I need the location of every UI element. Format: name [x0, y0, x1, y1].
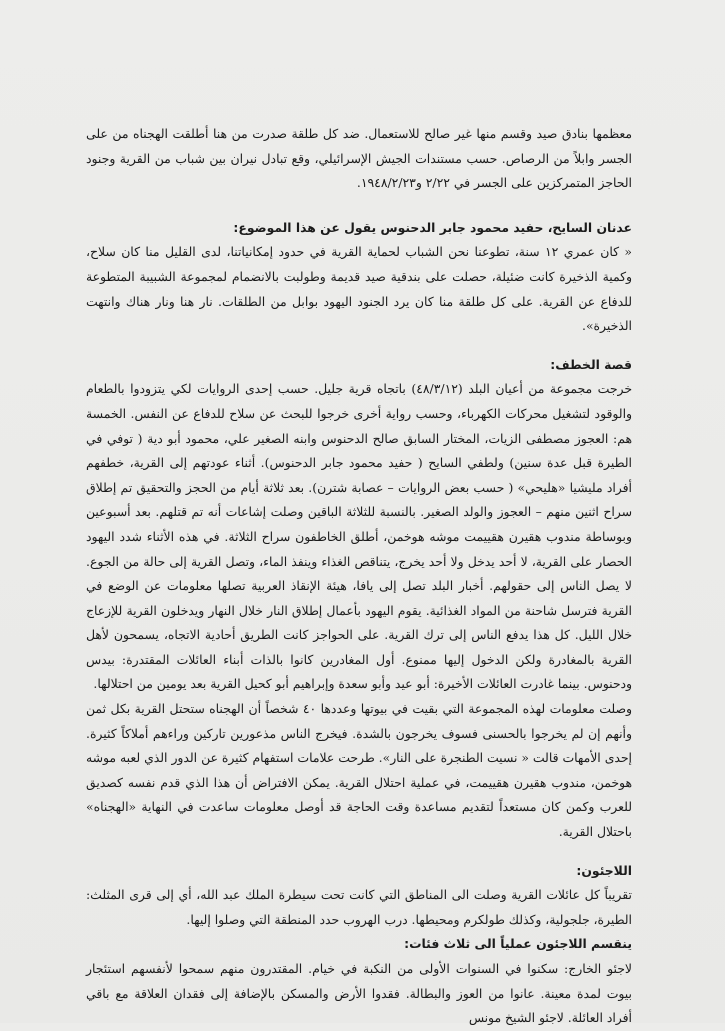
- paragraph-testimony: « كان عمري ١٢ سنة، تطوعنا نحن الشباب لحماية القرية في حدود إمكانياتنا، لدى القليل منا كان سلاح، وكمية الذخيرة كانت ضئيلة، حصلت على بندقية صيد قديمة وطولبت بالانضمام لمجموعة الشبيبة المتطوعة للدفاع عن القرية. على كل طلقة منا كان يرد الجنود اليهود بوابل من الطلقات. نار هنا ونار هناك وانتهت الذخيرة».: [86, 244, 633, 334]
- paragraph-refugees: تقريباً كل عائلات القرية وصلت الى المناطق التي كانت تحت سيطرة الملك عبد الله، أي إلى قرى المثلث: الطيرة، جلجولية، وكذلك طولكرم ومحيطها. درب الهروب حدد المنطقة التي وصلوا إليها.: [86, 887, 632, 927]
- testimony-heading: عدنان السايح، حفيد محمود جابر الدحنوس يقول عن هذا الموضوع:: [233, 219, 632, 235]
- paragraph-refugee-categories: لاجئو الخارج: سكنوا في السنوات الأولى من النكبة في خيام. المقتدرون منهم سمحوا لأنفسهم استئجار بيوت لمدة معينة. عانوا من العوز والبطالة. فقدوا الأرض والمسكن بالإضافة إلى فقدان العلاقة مع باقي أفراد العائلة. لاجئو الشيخ مونس: [86, 961, 632, 1026]
- paragraph-information: وصلت معلومات لهذه المجموعة التي بقيت في بيوتها وعددها ٤٠ شخصاً أن الهجناه ستحتل القرية بكل ثمن وأنهم إن لم يخرجوا بالحسنى فسوف يخرجون بالشدة. فيخرج الناس مذعورين تاركين وراءهم أملاكاً كثيرة. إحدى الأمهات قالت « نسيت الطنجرة على النار». طرحت علامات استفهام كثيرة عن الدور الذي لعبه موشه هوخمن، مندوب هقيرن هقييمت، في عملية احتلال القرية. يمكن الافتراض أن هذا الذي قدم نفسه كصديق للعرب وكمن كان مستعداً لتقديم مساعدة وقت الحاجة قد أوصل معلومات ساعدت في النهاية «الهجناه» باحتلال القرية.: [86, 701, 632, 840]
- refugee-categories-heading: ينقسم اللاجئون عملياً الى ثلاث فئات:: [404, 936, 632, 952]
- page-text: [86, 122, 632, 1031]
- refugees-heading: اللاجئون:: [576, 862, 632, 878]
- paragraph-kidnapping: خرجت مجموعة من أعيان البلد (٤٨/٣/١٢) باتجاه قرية جليل. حسب إحدى الروايات لكي يتزودوا بالطعام والوقود لتشغيل محركات الكهرباء، وحسب رواية أخرى خرجوا للبحث عن سلاح للدفاع عن النفس. الخمسة هم: العجوز مصطفى الزيات، المختار السابق صالح الدحنوس وابنه الصغير علي، محمود أبو دية ( توفي في الطيرة قبل عدة سنين) ولطفي السايح ( حفيد محمود جابر الدحنوس). أثناء عودتهم إلى القرية، خطفهم أفراد مليشيا «هليحي» ( حسب بعض الروايات – عصابة شترن). بعد ثلاثة أيام من الحجز والتحقيق تم إطلاق سراح اثنين منهم – العجوز والولد الصغير. بالنسبة للثلاثة الباقين وصلت إشاعات أنه تم قتلهم. بعد أسبوعين وبوساطة مندوب هقيرن هقييمت موشه هوخمن، أطلق الخاطفون سراح الثلاثة. في هذه الأثناء شدد اليهود الحصار على القرية، لا أحد يدخل ولا أحد يخرج، يتناقص الغذاء وينفذ الماء، وتصل القرية إلى حالة من الجوع. لا يصل الناس إلى حقولهم. أخبار البلد تصل إلى يافا، هيئة الإنقاذ العربية تصلها معلومات عن الوضع في القرية فترسل شاحنة من المواد الغذائية. يقوم اليهود بأعمال إطلاق النار خلال النهار ويدخلون القرية للإزعاج خلال الليل. كل هذا يدفع الناس إلى ترك القرية. على الحواجز كانت الطريق أحادية الاتجاه، يسمحون لأهل القرية بالمغادرة ولكن الدخول إليها ممنوع. أول المغادرين كانوا بالذات أبناء العائلات المقتدرة: بيدس ودحنوس. بينما غادرت العائلات الأخيرة: أبو عيد وأبو سعدة وإبراهيم أبو كحيل القرية بعد يومين من احتلالها.: [86, 381, 632, 692]
- kidnapping-heading: قصة الخطف:: [550, 356, 632, 372]
- paragraph-weapons: معظمها بنادق صيد وقسم منها غير صالح للاستعمال. ضد كل طلقة صدرت من هنا أطلقت الهجناه من على الجسر وابلاً من الرصاص. حسب مستندات الجيش الإسرائيلي، وقع تبادل نيران بين شباب من القرية وجنود الحاجز المتمركزين على الجسر في ٢/٢٢ و١٩٤٨/٢/٢٣.: [86, 126, 632, 191]
